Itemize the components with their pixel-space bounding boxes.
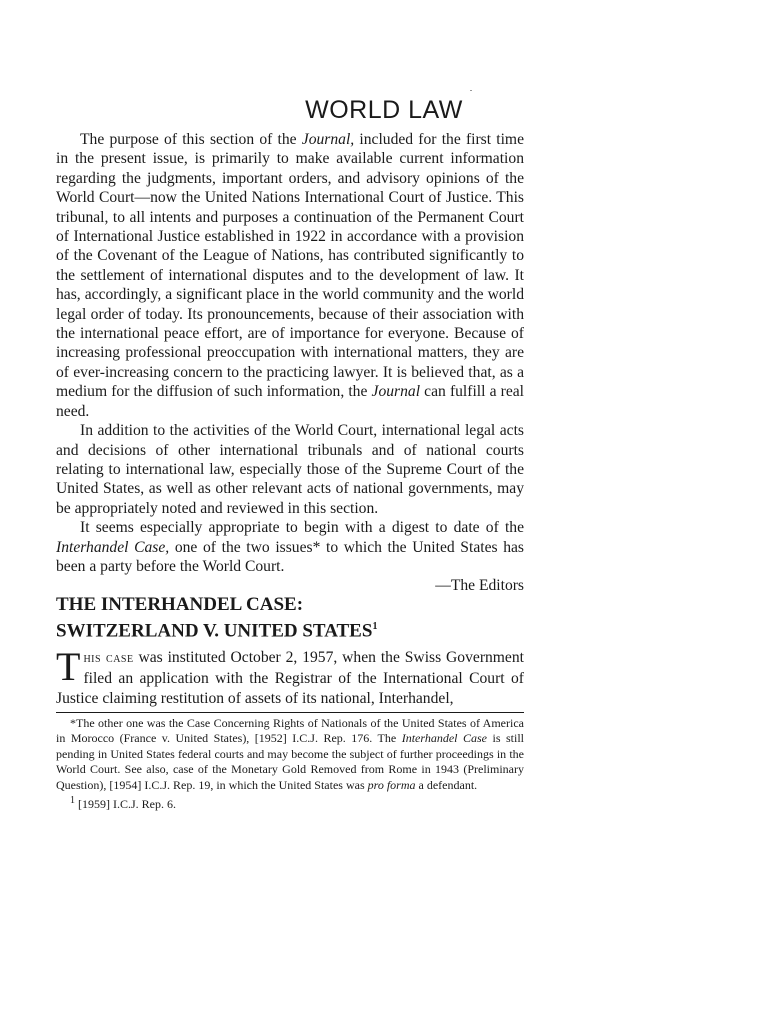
smallcaps-lead: his case — [83, 651, 134, 666]
journal-italic: Journal, — [301, 131, 355, 148]
text-run: is still pending in United States federal courts and may become the subject of further proceedings in the World Court. See also, case of the Monetary Gold Removed from Rome in 1943 (Preliminary Question), [1954] I.C.J. Rep. 19, in which the United States was — [56, 731, 524, 792]
text-run: was instituted October 2, 1957, when the Swiss Government filed an application with the Registrar of the International Court of Justice claiming restitution of assets of its national, Interhandel, — [56, 649, 524, 707]
case-heading — [56, 594, 536, 642]
text-run: [1959] I.C.J. Rep. 6. — [75, 797, 176, 812]
text-run: *The other one was the Case Concerning Rights of Nationals of the United States of America in Morocco (France v. United States), [1952] I.C.J. Rep. 176. The — [56, 716, 524, 746]
intro-section — [56, 130, 524, 596]
text-run: one of the two issues* to which the United States has been a party before the World Court. — [56, 538, 524, 575]
case-heading-line-2: SWITZERLAND V. UNITED STATES — [56, 620, 373, 642]
scan-speck — [470, 90, 472, 91]
pro-forma-italic: pro forma — [367, 777, 416, 792]
footnote-divider — [56, 712, 524, 713]
case-name-italic: Interhandel Case, — [56, 538, 170, 556]
text-run: a defendant. — [415, 777, 478, 792]
drop-cap: T — [56, 644, 81, 689]
journal-italic: Journal — [371, 383, 421, 401]
intro-paragraph-1 — [56, 130, 524, 421]
text-run: included for the first time in the present issue, is primarily to make available current information regarding the judgments, important orders, and advisory opinions of the World Court—now the United Nations International Court of Justice. This tribunal, to all intents and purposes a continuation of the Permanent Court of International Justice established in 1922 in accordance with a provision of the Covenant of the League of Nations, has contributed significantly to the settlement of international disputes and to the development of law. It has, accordingly, a significant place in the world community and the world legal order of today. Its pronouncements, because of their association with the international peace effort, are of importance for everyone. Because of increasing professional preoccupation with international matters, they are of ever-increasing concern to the practicing lawyer. It is believed that, as a medium for the diffusion of such information, the — [56, 131, 524, 401]
page-title: WORLD LAW — [305, 96, 463, 124]
case-paragraph — [56, 644, 524, 709]
text-run: The purpose of this section of the — [80, 131, 302, 148]
case-name-italic: Interhandel Case — [401, 731, 487, 746]
footnote-1 — [56, 793, 524, 812]
case-heading-line-1: THE INTERHANDEL CASE: — [56, 594, 304, 615]
footnote-star — [56, 716, 524, 793]
case-body — [56, 644, 524, 709]
editors-signature: —The Editors — [435, 577, 524, 595]
intro-paragraph-2: In addition to the activities of the World Court, international legal acts and decisions of other international tribunals and of national courts relating to international law, especially those of the Supreme Court of the United States, as well as other relevant acts of national governments, may be appropriately noted and reviewed in this section. — [56, 422, 524, 517]
text-run: It seems especially appropriate to begin with a digest to date of the — [80, 519, 524, 537]
footnote-number: 1 — [70, 795, 75, 807]
footnotes — [56, 716, 524, 812]
intro-paragraph-3 — [56, 518, 524, 576]
text-run: can fulfill a real need. — [56, 383, 524, 420]
footnote-ref-1: 1 — [372, 621, 378, 632]
